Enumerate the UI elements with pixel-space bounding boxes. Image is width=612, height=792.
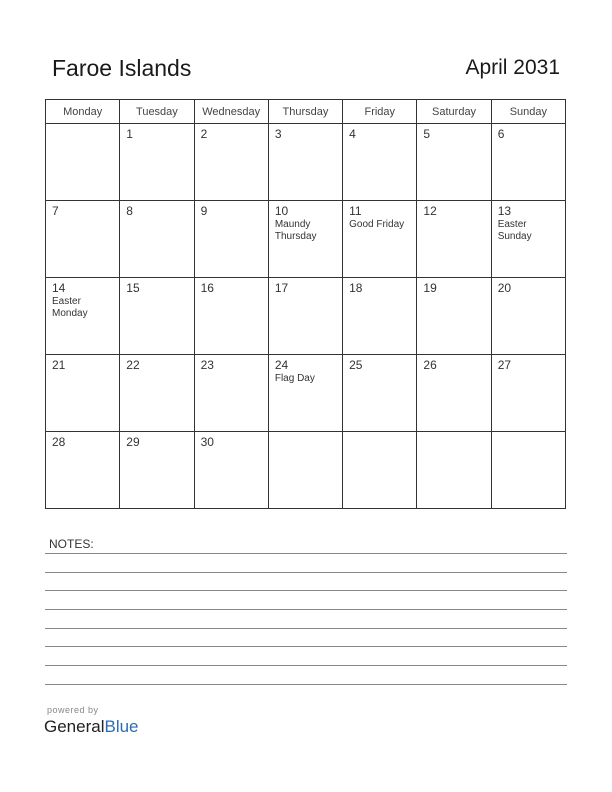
day-cell <box>491 355 565 432</box>
day-cell <box>268 124 342 201</box>
holiday-label: Good Friday <box>349 219 405 230</box>
day-number: 20 <box>497 281 512 295</box>
week-row-5 <box>46 432 566 509</box>
day-number: 9 <box>200 204 208 218</box>
day-cell <box>268 432 342 509</box>
weekday-saturday: Saturday <box>417 100 491 124</box>
day-cell <box>120 278 194 355</box>
brand-general: General <box>44 717 105 736</box>
day-number: 3 <box>274 127 282 141</box>
generalblue-logo <box>44 717 139 737</box>
day-number: 4 <box>349 127 356 141</box>
day-cell <box>343 278 417 355</box>
month-title: April 2031 <box>465 56 560 79</box>
day-cell <box>417 432 491 509</box>
day-number: 21 <box>52 358 66 372</box>
day-cell <box>120 355 194 432</box>
day-number: 2 <box>200 127 208 141</box>
day-number: 16 <box>200 281 214 295</box>
day-cell <box>120 432 194 509</box>
note-line <box>45 572 567 573</box>
day-number: 11 <box>349 204 362 218</box>
day-number: 5 <box>423 127 431 141</box>
day-cell <box>120 124 194 201</box>
day-cell <box>194 201 268 278</box>
day-number: 30 <box>200 435 214 449</box>
note-line <box>45 684 567 685</box>
day-number: 27 <box>497 358 512 372</box>
week-row-3 <box>46 278 566 355</box>
day-cell <box>343 201 417 278</box>
day-number: 18 <box>349 281 363 295</box>
day-number: 17 <box>274 281 289 295</box>
calendar-grid <box>45 99 566 509</box>
holiday-label: Easter Sunday <box>497 219 532 242</box>
holiday-label: Flag Day <box>274 373 315 384</box>
note-line <box>45 590 567 591</box>
day-cell <box>491 201 565 278</box>
note-line <box>45 609 567 610</box>
day-cell <box>46 355 120 432</box>
week-row-2 <box>46 201 566 278</box>
day-number: 22 <box>126 358 140 372</box>
day-number: 8 <box>126 204 133 218</box>
notes-label: NOTES: <box>49 537 94 551</box>
day-number: 28 <box>52 435 66 449</box>
week-row-4 <box>46 355 566 432</box>
day-number: 1 <box>126 127 133 141</box>
day-number: 29 <box>126 435 140 449</box>
day-number: 6 <box>497 127 505 141</box>
day-cell <box>46 432 120 509</box>
weekday-wednesday: Wednesday <box>194 100 268 124</box>
day-number: 10 <box>274 204 289 218</box>
holiday-label: Easter Monday <box>52 296 88 319</box>
day-number: 26 <box>423 358 437 372</box>
day-number: 19 <box>423 281 437 295</box>
day-number: 14 <box>52 281 66 295</box>
powered-by-text: powered by <box>47 705 99 715</box>
day-number: 23 <box>200 358 214 372</box>
weekday-header-row <box>46 100 566 124</box>
day-cell <box>46 201 120 278</box>
weekday-monday: Monday <box>46 100 120 124</box>
note-line <box>45 628 567 629</box>
day-cell <box>343 124 417 201</box>
day-cell <box>194 278 268 355</box>
day-cell <box>46 124 120 201</box>
day-cell <box>194 432 268 509</box>
day-number: 7 <box>52 204 59 218</box>
day-cell <box>343 432 417 509</box>
day-cell <box>417 278 491 355</box>
weekday-thursday: Thursday <box>268 100 342 124</box>
day-cell <box>417 201 491 278</box>
day-cell <box>46 278 120 355</box>
note-line <box>45 553 567 554</box>
holiday-label: Maundy Thursday <box>274 219 317 242</box>
brand-blue: Blue <box>104 717 139 736</box>
weekday-sunday: Sunday <box>491 100 565 124</box>
day-cell <box>194 355 268 432</box>
country-title: Faroe Islands <box>52 55 192 81</box>
day-number: 12 <box>423 204 437 218</box>
note-line <box>45 665 567 666</box>
note-line <box>45 646 567 647</box>
day-cell <box>268 278 342 355</box>
day-cell <box>268 355 342 432</box>
day-number: 25 <box>349 358 363 372</box>
day-cell <box>194 124 268 201</box>
day-number: 24 <box>274 358 289 372</box>
weekday-tuesday: Tuesday <box>120 100 194 124</box>
week-row-1 <box>46 124 566 201</box>
weekday-friday: Friday <box>343 100 417 124</box>
day-cell <box>120 201 194 278</box>
day-cell <box>491 278 565 355</box>
day-cell <box>417 355 491 432</box>
day-cell <box>343 355 417 432</box>
day-cell <box>491 124 565 201</box>
day-cell <box>417 124 491 201</box>
day-cell <box>268 201 342 278</box>
day-number: 13 <box>497 204 512 218</box>
day-cell <box>491 432 565 509</box>
day-number: 15 <box>126 281 140 295</box>
